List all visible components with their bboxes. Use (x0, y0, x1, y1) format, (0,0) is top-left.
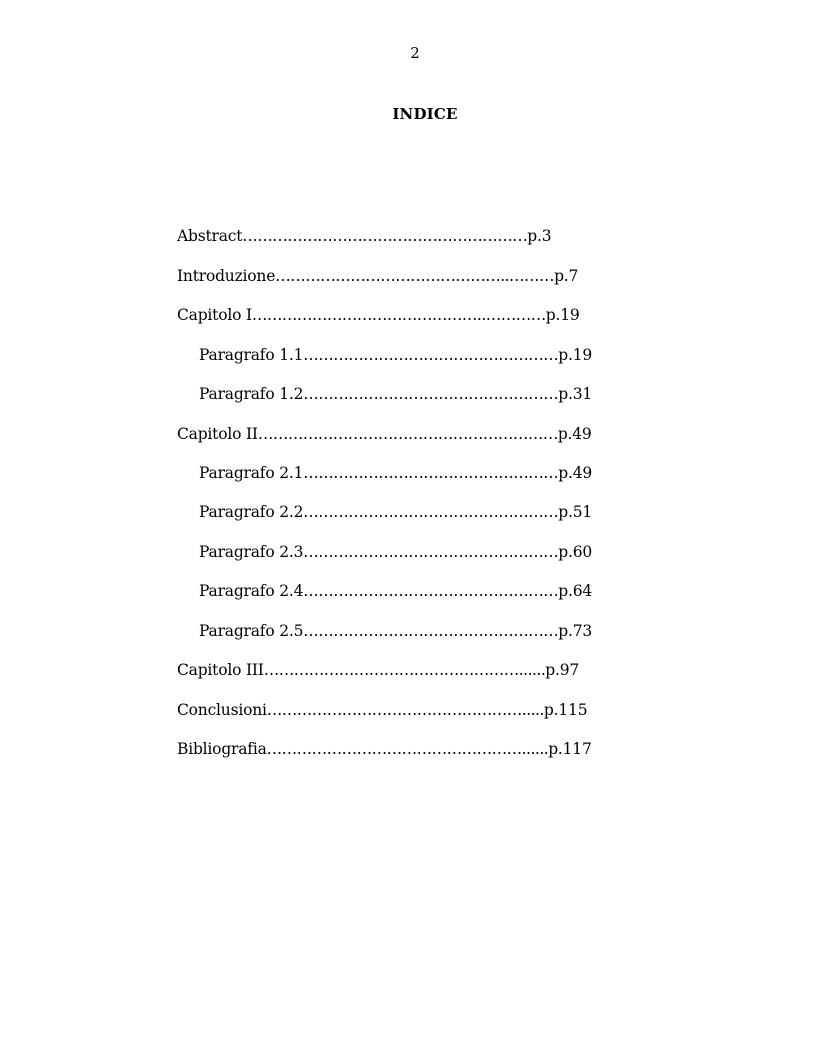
toc-page-ref: p.7 (554, 267, 579, 285)
toc-leader-dots: ……………………………………………..... (266, 701, 544, 719)
toc-entry-label: Conclusioni (177, 701, 267, 719)
toc-entry-label: Paragrafo 1.2 (199, 385, 304, 403)
toc-entry-paragrafo-2-4[interactable] (199, 581, 605, 601)
toc-page-ref: p.19 (558, 346, 593, 364)
toc-leader-dots: …………………………………………… (303, 464, 559, 482)
toc-leader-dots: …………………………………………… (303, 622, 559, 640)
toc-page-ref: p.117 (548, 740, 592, 758)
toc-page-ref: p.19 (545, 306, 580, 324)
toc-page-ref: p.115 (543, 701, 588, 719)
toc-entry-capitolo-2[interactable] (177, 424, 605, 444)
toc-leader-dots: …………………………………………… (303, 385, 559, 403)
toc-entry-label: Capitolo III (177, 661, 264, 679)
toc-entry-paragrafo-2-5[interactable] (199, 621, 605, 641)
toc-leader-dots: ………………………………………..……… (275, 267, 555, 285)
toc-entry-conclusioni[interactable] (177, 700, 617, 720)
toc-entry-label: Abstract (177, 227, 243, 245)
page-title: INDICE (392, 105, 458, 123)
toc-entry-introduzione[interactable] (177, 266, 597, 286)
toc-page-ref: p.97 (545, 661, 580, 679)
toc-entry-bibliografia[interactable] (177, 739, 617, 759)
toc-page-ref: p.51 (558, 503, 593, 521)
toc-entry-label: Introduzione (177, 267, 276, 285)
toc-entry-label: Capitolo II (177, 425, 258, 443)
toc-page-ref: p.64 (558, 582, 593, 600)
toc-entry-abstract[interactable] (177, 226, 597, 246)
toc-entry-paragrafo-1-2[interactable] (199, 384, 603, 404)
toc-entry-label: Capitolo I (177, 306, 252, 324)
toc-leader-dots: …………………………………………………… (257, 425, 558, 443)
toc-leader-dots: …………………………………………… (303, 543, 559, 561)
toc-entry-label: Paragrafo 1.1 (199, 346, 304, 364)
toc-leader-dots: …………………………………………… (303, 503, 559, 521)
toc-leader-dots: ……………………………………………...... (263, 661, 546, 679)
toc-entry-label: Bibliografia (177, 740, 267, 758)
toc-entry-paragrafo-2-1[interactable] (199, 463, 605, 483)
toc-leader-dots: ………………………………………..………… (251, 306, 546, 324)
toc-entry-paragrafo-2-3[interactable] (199, 542, 605, 562)
toc-page-ref: p.49 (558, 464, 593, 482)
toc-entry-label: Paragrafo 2.3 (199, 543, 304, 561)
toc-entry-label: Paragrafo 2.4 (199, 582, 304, 600)
toc-leader-dots: …………………………………………… (303, 582, 559, 600)
toc-leader-dots: ……………………………………………...... (266, 740, 549, 758)
toc-page-ref: p.3 (527, 227, 552, 245)
toc-entry-capitolo-1[interactable] (177, 305, 602, 325)
toc-entry-label: Paragrafo 2.5 (199, 622, 304, 640)
toc-entry-label: Paragrafo 2.1 (199, 464, 304, 482)
toc-page-ref: p.49 (557, 425, 592, 443)
toc-page-ref: p.73 (558, 622, 593, 640)
toc-page-ref: p.31 (558, 385, 593, 403)
toc-entry-paragrafo-1-1[interactable] (199, 345, 603, 365)
page-number: 2 (410, 44, 420, 62)
toc-entry-capitolo-3[interactable] (177, 660, 607, 680)
toc-leader-dots: ………………………………………………… (242, 227, 528, 245)
toc-leader-dots: …………………………………………… (303, 346, 559, 364)
toc-entry-paragrafo-2-2[interactable] (199, 502, 605, 522)
toc-entry-label: Paragrafo 2.2 (199, 503, 304, 521)
toc-page-ref: p.60 (558, 543, 593, 561)
